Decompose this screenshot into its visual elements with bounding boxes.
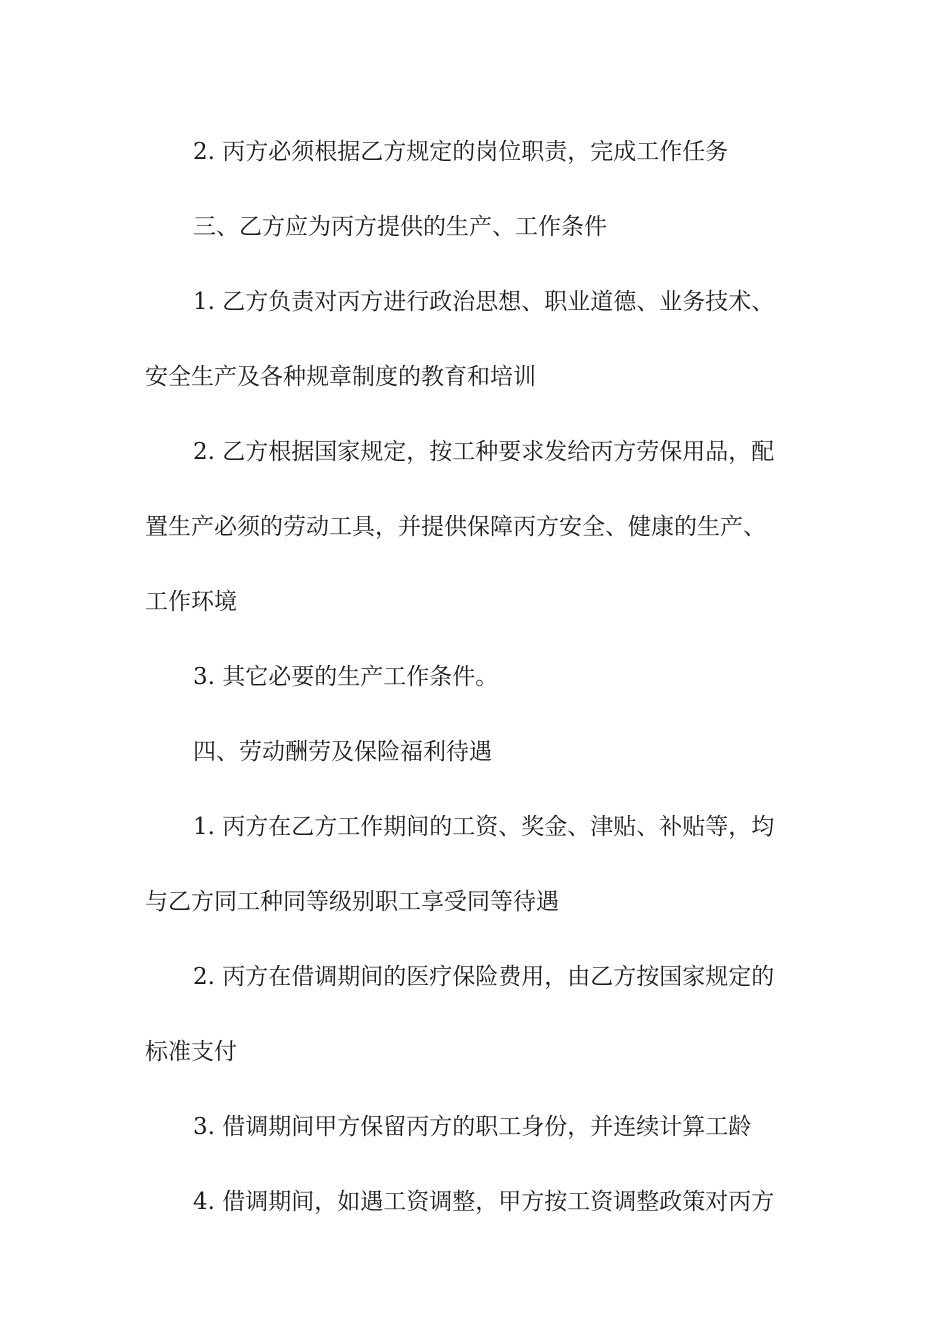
paragraph-line: 1. 乙方负责对丙方进行政治思想、职业道德、业务技术、 <box>193 289 775 315</box>
paragraph-line: 2. 丙方在借调期间的医疗保险费用，由乙方按国家规定的 <box>193 964 775 990</box>
paragraph-line: 安全生产及各种规章制度的教育和培训 <box>145 364 536 390</box>
section-heading: 三、乙方应为丙方提供的生产、工作条件 <box>193 214 607 240</box>
paragraph-line: 与乙方同工种同等级别职工享受同等待遇 <box>145 889 559 915</box>
paragraph-line: 工作环境 <box>145 589 237 615</box>
paragraph-line: 2. 丙方必须根据乙方规定的岗位职责，完成工作任务 <box>193 139 729 165</box>
paragraph-line: 标准支付 <box>145 1039 237 1065</box>
paragraph-line: 3. 借调期间甲方保留丙方的职工身份，并连续计算工龄 <box>193 1114 752 1140</box>
paragraph-line: 置生产必须的劳动工具，并提供保障丙方安全、健康的生产、 <box>145 514 766 540</box>
paragraph-line: 3. 其它必要的生产工作条件。 <box>193 664 499 690</box>
paragraph-line: 2. 乙方根据国家规定，按工种要求发给丙方劳保用品，配 <box>193 439 775 465</box>
section-heading: 四、劳动酬劳及保险福利待遇 <box>193 739 492 765</box>
paragraph-line: 1. 丙方在乙方工作期间的工资、奖金、津贴、补贴等，均 <box>193 814 775 840</box>
paragraph-line: 4. 借调期间，如遇工资调整，甲方按工资调整政策对丙方 <box>193 1189 775 1215</box>
